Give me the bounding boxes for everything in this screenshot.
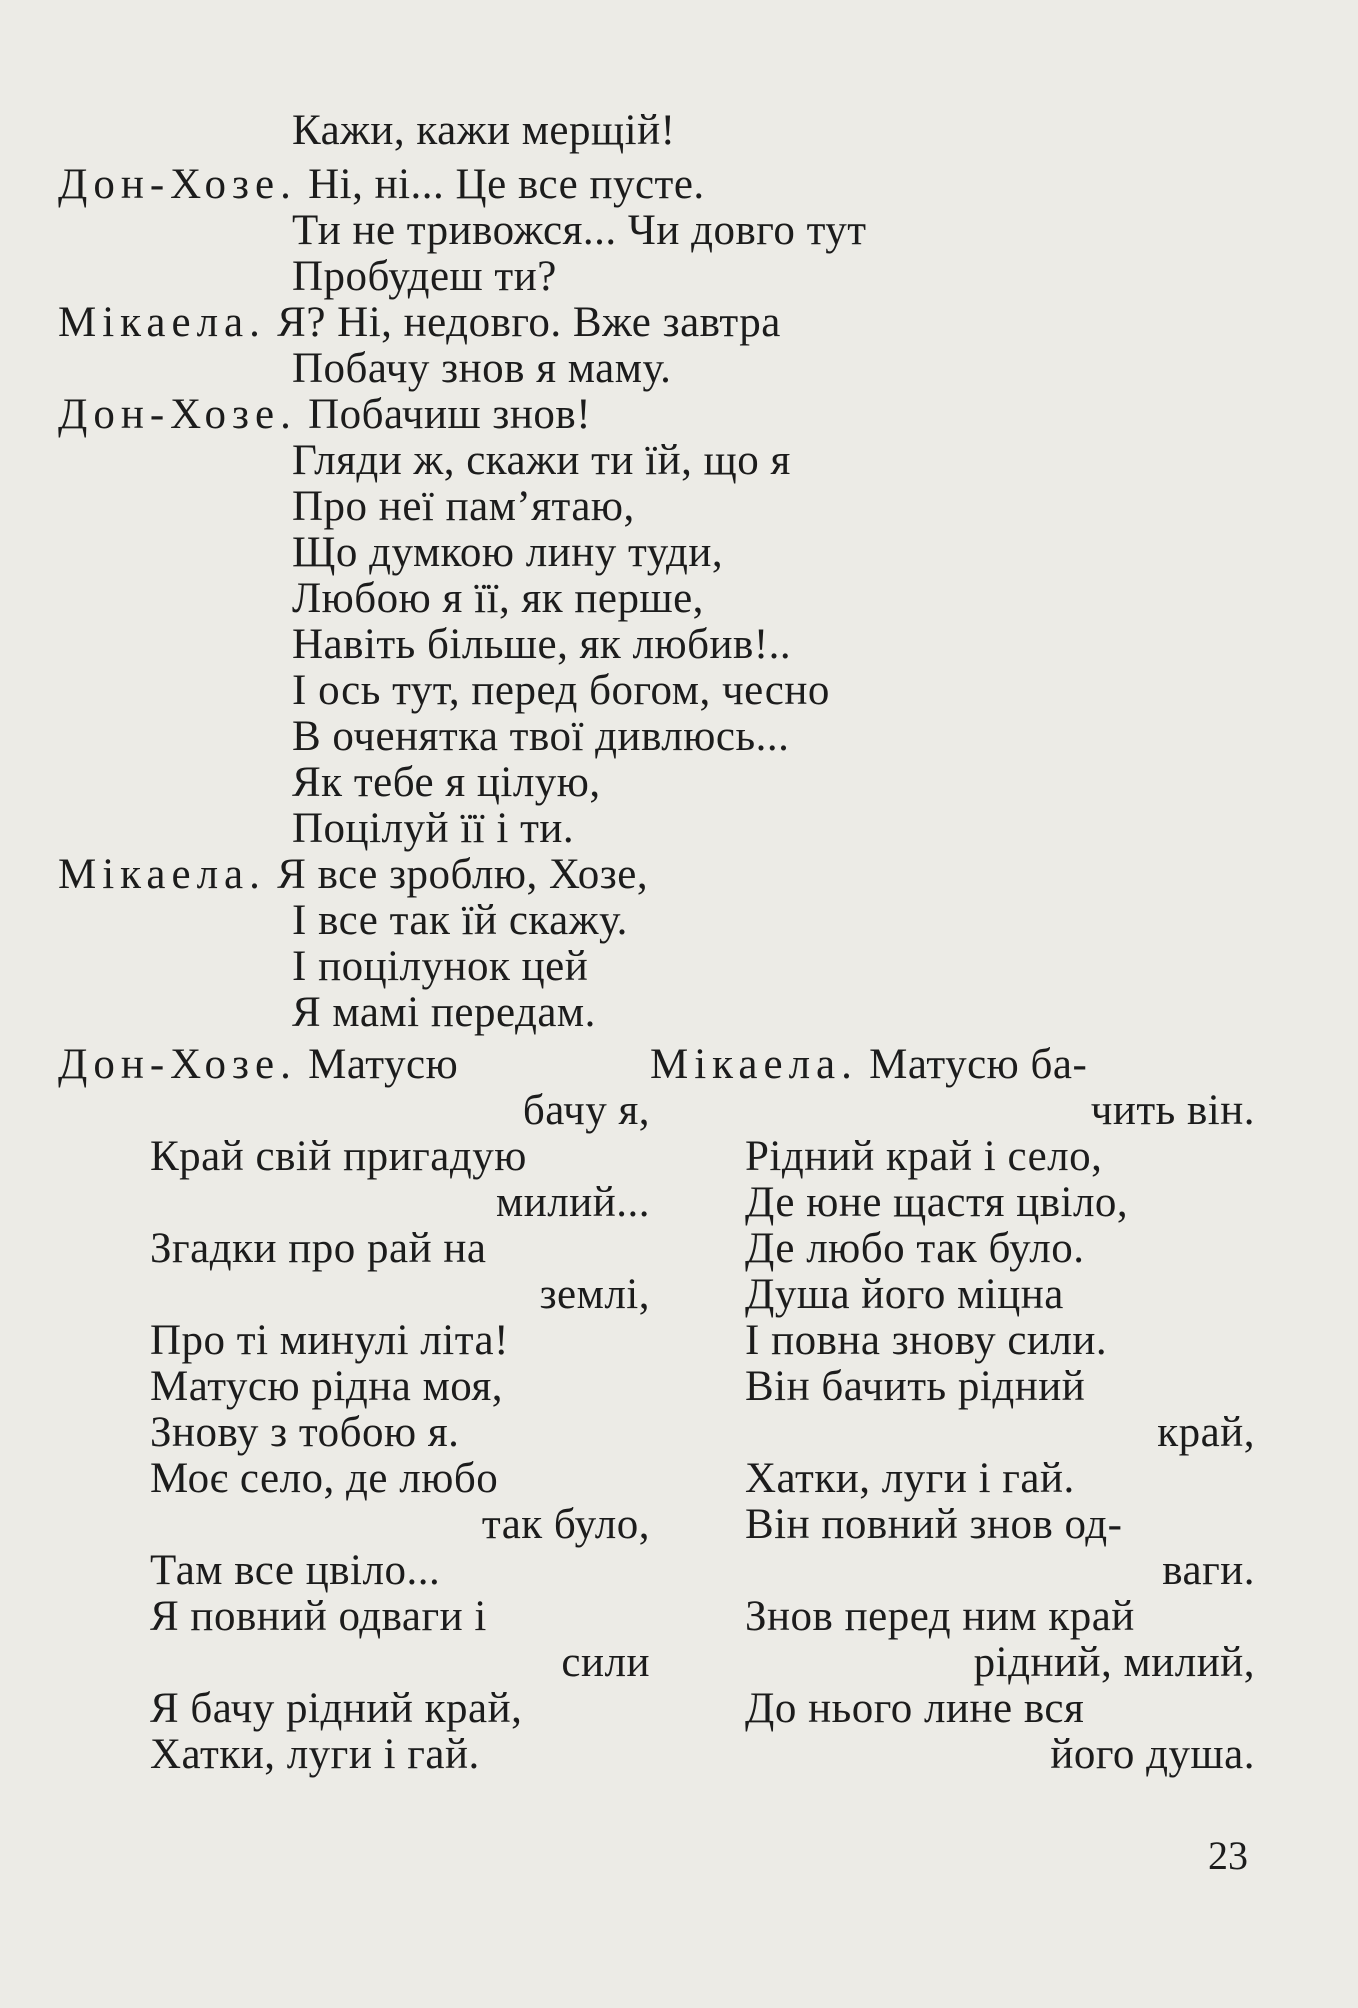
- speaker-name: Дон-Хозе.: [58, 391, 297, 438]
- duet-left-line: Я повний одваги і: [150, 1593, 487, 1640]
- text-line: Навіть більше, як любив!..: [292, 621, 792, 668]
- duet-left-line: Я бачу рідний край,: [150, 1685, 523, 1732]
- text-line: В оченятка твої дивлюсь...: [292, 713, 790, 760]
- text-line: І все так їй скажу.: [292, 897, 628, 944]
- text-line: Я мамі передам.: [292, 989, 596, 1036]
- text-line: Поцілуй її і ти.: [292, 805, 575, 852]
- duet-left-line: милий...: [496, 1179, 650, 1226]
- duet-left-line: Дон-Хозе. Матусю: [58, 1041, 459, 1088]
- duet-left-line: Згадки про рай на: [150, 1225, 487, 1272]
- duet-right-line: Душа його міцна: [745, 1271, 1064, 1318]
- duet-left-line: бачу я,: [522, 1087, 650, 1134]
- duet-right-line: Він повний знов од-: [745, 1501, 1123, 1548]
- text-line: Любою я її, як перше,: [292, 575, 704, 622]
- text-line: Дон-Хозе. Побачиш знов!: [58, 391, 592, 438]
- duet-right-line: його душа.: [1050, 1731, 1255, 1778]
- text-line: Гляди ж, скажи ти їй, що я: [292, 437, 791, 484]
- text-line: І поцілунок цей: [292, 943, 589, 990]
- page-number: 23: [1208, 1833, 1248, 1878]
- duet-left-line: Моє село, де любо: [150, 1455, 499, 1502]
- text-line: Як тебе я цілую,: [292, 759, 601, 806]
- text-line: Пробудеш ти?: [292, 253, 557, 300]
- duet-left-line: Знову з тобою я.: [150, 1409, 460, 1456]
- duet-left-line: сили: [561, 1639, 650, 1686]
- text-line: Ти не тривожся... Чи довго тут: [292, 207, 867, 254]
- text-line: Побачу знов я маму.: [292, 345, 672, 392]
- duet-left-line: Край свій пригадую: [150, 1133, 527, 1180]
- duet-right-line: край,: [1157, 1409, 1255, 1456]
- duet-right-line: чить він.: [1090, 1087, 1255, 1134]
- duet-left-line: Матусю рідна моя,: [150, 1363, 503, 1410]
- duet-right-line: рідний, милий,: [973, 1639, 1255, 1686]
- text-line: Що думкою лину туди,: [292, 529, 724, 576]
- speaker-name: Мікаела.: [58, 851, 266, 898]
- text-line: І ось тут, перед богом, чесно: [292, 667, 830, 714]
- duet-left-line: Про ті минулі літа!: [150, 1317, 509, 1364]
- duet-right-line: Мікаела. Матусю ба-: [650, 1041, 1088, 1088]
- text-line: Мікаела. Я? Ні, недовго. Вже завтра: [58, 299, 781, 346]
- speaker-name: Мікаела.: [58, 299, 266, 346]
- duet-left-line: землі,: [539, 1271, 650, 1318]
- duet-right-line: Хатки, луги і гай.: [745, 1455, 1075, 1502]
- text-line: Кажи, кажи мерщій!: [292, 107, 676, 154]
- duet-right-line: До нього лине вся: [745, 1685, 1085, 1732]
- duet-left-line: так було,: [481, 1501, 650, 1548]
- duet-right-line: ваги.: [1162, 1547, 1255, 1594]
- duet-right-line: І повна знову сили.: [745, 1317, 1108, 1364]
- speaker-name: Дон-Хозе.: [58, 161, 297, 208]
- text-line: Про неї пам’ятаю,: [292, 483, 635, 530]
- duet-right-line: Рідний край і село,: [745, 1133, 1103, 1180]
- speaker-name: Дон-Хозе.: [58, 1041, 297, 1088]
- duet-right-line: Де юне щастя цвіло,: [745, 1179, 1129, 1226]
- text-line: Дон-Хозе. Ні, ні... Це все пусте.: [58, 161, 705, 208]
- duet-left-line: Хатки, луги і гай.: [150, 1731, 480, 1778]
- duet-left-line: Там все цвіло...: [150, 1547, 441, 1594]
- speaker-name: Мікаела.: [650, 1041, 858, 1088]
- text-line: Мікаела. Я все зроблю, Хозе,: [58, 851, 649, 898]
- duet-right-line: Де любо так було.: [745, 1225, 1085, 1272]
- duet-right-line: Він бачить рідний: [745, 1363, 1086, 1410]
- duet-right-line: Знов перед ним край: [745, 1593, 1135, 1640]
